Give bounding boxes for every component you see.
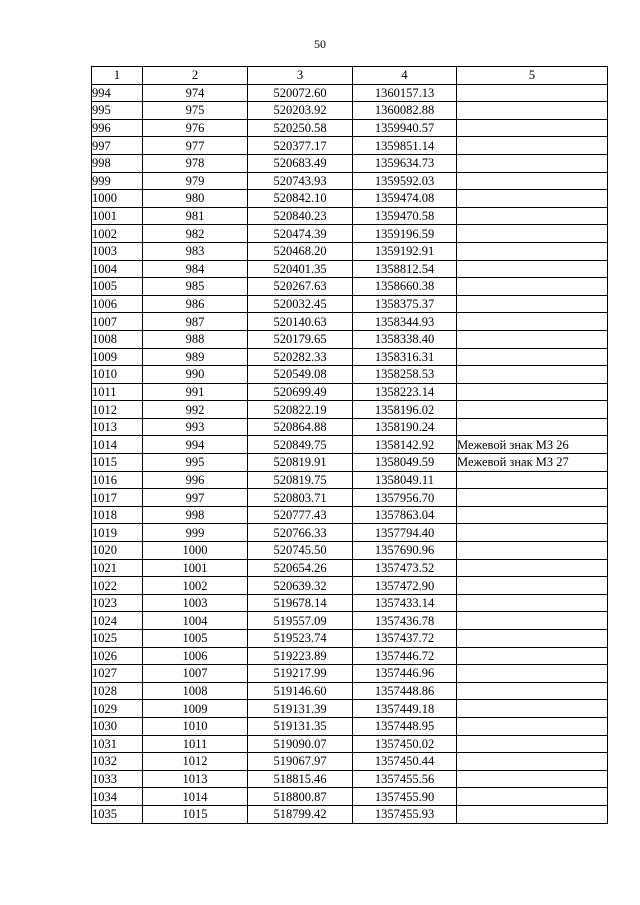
note-cell	[457, 260, 608, 278]
note-cell	[457, 770, 608, 788]
row-number-cell: 1035	[92, 805, 143, 823]
y-coordinate-cell: 1359592.03	[353, 172, 457, 190]
note-cell	[457, 313, 608, 331]
row-number-cell: 1016	[92, 471, 143, 489]
x-coordinate-cell: 520140.63	[248, 313, 353, 331]
header-col-1: 1	[92, 67, 143, 85]
table-row	[92, 295, 608, 313]
y-coordinate-cell: 1358344.93	[353, 313, 457, 331]
note-cell: Межевой знак МЗ 27	[457, 454, 608, 472]
table-row	[92, 330, 608, 348]
header-col-3: 3	[248, 67, 353, 85]
x-coordinate-cell: 520699.49	[248, 383, 353, 401]
x-coordinate-cell: 519090.07	[248, 735, 353, 753]
y-coordinate-cell: 1358049.59	[353, 454, 457, 472]
table-row	[92, 735, 608, 753]
table-row	[92, 137, 608, 155]
x-coordinate-cell: 520474.39	[248, 225, 353, 243]
point-number-cell: 983	[143, 242, 248, 260]
note-cell	[457, 225, 608, 243]
point-number-cell: 996	[143, 471, 248, 489]
table-row	[92, 770, 608, 788]
y-coordinate-cell: 1358196.02	[353, 401, 457, 419]
point-number-cell: 1007	[143, 665, 248, 683]
y-coordinate-cell: 1357446.96	[353, 665, 457, 683]
y-coordinate-cell: 1359851.14	[353, 137, 457, 155]
row-number-cell: 1007	[92, 313, 143, 331]
y-coordinate-cell: 1357956.70	[353, 489, 457, 507]
x-coordinate-cell: 520743.93	[248, 172, 353, 190]
table-row	[92, 471, 608, 489]
point-number-cell: 991	[143, 383, 248, 401]
row-number-cell: 1026	[92, 647, 143, 665]
table-row	[92, 190, 608, 208]
y-coordinate-cell: 1357433.14	[353, 594, 457, 612]
note-cell	[457, 84, 608, 102]
point-number-cell: 978	[143, 154, 248, 172]
x-coordinate-cell: 519523.74	[248, 630, 353, 648]
note-cell	[457, 401, 608, 419]
x-coordinate-cell: 520401.35	[248, 260, 353, 278]
table-row	[92, 242, 608, 260]
table-row	[92, 753, 608, 771]
x-coordinate-cell: 520849.75	[248, 436, 353, 454]
table-row	[92, 119, 608, 137]
row-number-cell: 1023	[92, 594, 143, 612]
table-row	[92, 225, 608, 243]
point-number-cell: 986	[143, 295, 248, 313]
row-number-cell: 1015	[92, 454, 143, 472]
y-coordinate-cell: 1358258.53	[353, 366, 457, 384]
table-row	[92, 489, 608, 507]
table-row	[92, 207, 608, 225]
note-cell	[457, 717, 608, 735]
point-number-cell: 1000	[143, 542, 248, 560]
y-coordinate-cell: 1359474.08	[353, 190, 457, 208]
table-row	[92, 805, 608, 823]
note-cell	[457, 242, 608, 260]
row-number-cell: 1020	[92, 542, 143, 560]
row-number-cell: 1030	[92, 717, 143, 735]
x-coordinate-cell: 520864.88	[248, 418, 353, 436]
y-coordinate-cell: 1358316.31	[353, 348, 457, 366]
point-number-cell: 977	[143, 137, 248, 155]
y-coordinate-cell: 1357448.86	[353, 682, 457, 700]
y-coordinate-cell: 1359196.59	[353, 225, 457, 243]
y-coordinate-cell: 1359634.73	[353, 154, 457, 172]
note-cell	[457, 137, 608, 155]
x-coordinate-cell: 520654.26	[248, 559, 353, 577]
point-number-cell: 1004	[143, 612, 248, 630]
point-number-cell: 989	[143, 348, 248, 366]
note-cell	[457, 119, 608, 137]
x-coordinate-cell: 520683.49	[248, 154, 353, 172]
x-coordinate-cell: 518800.87	[248, 788, 353, 806]
row-number-cell: 1018	[92, 506, 143, 524]
y-coordinate-cell: 1357472.90	[353, 577, 457, 595]
y-coordinate-cell: 1359470.58	[353, 207, 457, 225]
y-coordinate-cell: 1357450.44	[353, 753, 457, 771]
point-number-cell: 981	[143, 207, 248, 225]
x-coordinate-cell: 520819.75	[248, 471, 353, 489]
x-coordinate-cell: 520468.20	[248, 242, 353, 260]
note-cell	[457, 295, 608, 313]
x-coordinate-cell: 520745.50	[248, 542, 353, 560]
row-number-cell: 998	[92, 154, 143, 172]
row-number-cell: 1009	[92, 348, 143, 366]
x-coordinate-cell: 520639.32	[248, 577, 353, 595]
x-coordinate-cell: 519678.14	[248, 594, 353, 612]
y-coordinate-cell: 1357690.96	[353, 542, 457, 560]
x-coordinate-cell: 520766.33	[248, 524, 353, 542]
x-coordinate-cell: 520842.10	[248, 190, 353, 208]
point-number-cell: 999	[143, 524, 248, 542]
row-number-cell: 1028	[92, 682, 143, 700]
x-coordinate-cell: 520819.91	[248, 454, 353, 472]
note-cell	[457, 489, 608, 507]
header-col-5: 5	[457, 67, 608, 85]
table-row	[92, 102, 608, 120]
table-row	[92, 717, 608, 735]
y-coordinate-cell: 1357449.18	[353, 700, 457, 718]
note-cell	[457, 735, 608, 753]
point-number-cell: 988	[143, 330, 248, 348]
page-number: 50	[314, 37, 326, 51]
point-number-cell: 998	[143, 506, 248, 524]
x-coordinate-cell: 518815.46	[248, 770, 353, 788]
x-coordinate-cell: 519557.09	[248, 612, 353, 630]
point-number-cell: 1002	[143, 577, 248, 595]
point-number-cell: 1013	[143, 770, 248, 788]
y-coordinate-cell: 1360157.13	[353, 84, 457, 102]
table-row	[92, 154, 608, 172]
note-cell	[457, 506, 608, 524]
point-number-cell: 1008	[143, 682, 248, 700]
table-row	[92, 260, 608, 278]
row-number-cell: 1024	[92, 612, 143, 630]
y-coordinate-cell: 1358660.38	[353, 278, 457, 296]
note-cell	[457, 753, 608, 771]
x-coordinate-cell: 519131.39	[248, 700, 353, 718]
x-coordinate-cell: 519217.99	[248, 665, 353, 683]
y-coordinate-cell: 1359192.91	[353, 242, 457, 260]
row-number-cell: 997	[92, 137, 143, 155]
row-number-cell: 1004	[92, 260, 143, 278]
y-coordinate-cell: 1357450.02	[353, 735, 457, 753]
x-coordinate-cell: 520282.33	[248, 348, 353, 366]
note-cell: Межевой знак МЗ 26	[457, 436, 608, 454]
point-number-cell: 1001	[143, 559, 248, 577]
table-row	[92, 401, 608, 419]
point-number-cell: 980	[143, 190, 248, 208]
point-number-cell: 1011	[143, 735, 248, 753]
row-number-cell: 1027	[92, 665, 143, 683]
table-row	[92, 348, 608, 366]
table-row	[92, 524, 608, 542]
point-number-cell: 982	[143, 225, 248, 243]
row-number-cell: 1006	[92, 295, 143, 313]
y-coordinate-cell: 1357436.78	[353, 612, 457, 630]
x-coordinate-cell: 520803.71	[248, 489, 353, 507]
x-coordinate-cell: 519223.89	[248, 647, 353, 665]
point-number-cell: 979	[143, 172, 248, 190]
note-cell	[457, 612, 608, 630]
note-cell	[457, 647, 608, 665]
y-coordinate-cell: 1358812.54	[353, 260, 457, 278]
row-number-cell: 1010	[92, 366, 143, 384]
row-number-cell: 1029	[92, 700, 143, 718]
x-coordinate-cell: 520267.63	[248, 278, 353, 296]
row-number-cell: 994	[92, 84, 143, 102]
table-row	[92, 700, 608, 718]
x-coordinate-cell: 520377.17	[248, 137, 353, 155]
table-row	[92, 647, 608, 665]
y-coordinate-cell: 1357455.93	[353, 805, 457, 823]
table-row	[92, 436, 608, 454]
row-number-cell: 1008	[92, 330, 143, 348]
note-cell	[457, 348, 608, 366]
point-number-cell: 997	[143, 489, 248, 507]
note-cell	[457, 542, 608, 560]
note-cell	[457, 665, 608, 683]
point-number-cell: 987	[143, 313, 248, 331]
x-coordinate-cell: 519146.60	[248, 682, 353, 700]
table-row	[92, 84, 608, 102]
note-cell	[457, 172, 608, 190]
note-cell	[457, 154, 608, 172]
table-row	[92, 682, 608, 700]
y-coordinate-cell: 1358049.11	[353, 471, 457, 489]
row-number-cell: 1034	[92, 788, 143, 806]
table-row	[92, 542, 608, 560]
table-row	[92, 612, 608, 630]
note-cell	[457, 594, 608, 612]
table-row	[92, 366, 608, 384]
row-number-cell: 1000	[92, 190, 143, 208]
x-coordinate-cell: 520549.08	[248, 366, 353, 384]
x-coordinate-cell: 519131.35	[248, 717, 353, 735]
table-row	[92, 665, 608, 683]
row-number-cell: 1032	[92, 753, 143, 771]
table-header-row	[92, 67, 608, 85]
y-coordinate-cell: 1360082.88	[353, 102, 457, 120]
note-cell	[457, 577, 608, 595]
note-cell	[457, 805, 608, 823]
y-coordinate-cell: 1357448.95	[353, 717, 457, 735]
row-number-cell: 995	[92, 102, 143, 120]
point-number-cell: 974	[143, 84, 248, 102]
point-number-cell: 1005	[143, 630, 248, 648]
note-cell	[457, 682, 608, 700]
row-number-cell: 1011	[92, 383, 143, 401]
y-coordinate-cell: 1357437.72	[353, 630, 457, 648]
point-number-cell: 990	[143, 366, 248, 384]
row-number-cell: 1005	[92, 278, 143, 296]
point-number-cell: 994	[143, 436, 248, 454]
point-number-cell: 1006	[143, 647, 248, 665]
point-number-cell: 976	[143, 119, 248, 137]
note-cell	[457, 383, 608, 401]
note-cell	[457, 330, 608, 348]
table-row	[92, 788, 608, 806]
row-number-cell: 1025	[92, 630, 143, 648]
row-number-cell: 1017	[92, 489, 143, 507]
y-coordinate-cell: 1358338.40	[353, 330, 457, 348]
note-cell	[457, 102, 608, 120]
x-coordinate-cell: 520203.92	[248, 102, 353, 120]
x-coordinate-cell: 520840.23	[248, 207, 353, 225]
y-coordinate-cell: 1359940.57	[353, 119, 457, 137]
table-row	[92, 506, 608, 524]
point-number-cell: 1003	[143, 594, 248, 612]
y-coordinate-cell: 1357794.40	[353, 524, 457, 542]
header-col-4: 4	[353, 67, 457, 85]
note-cell	[457, 190, 608, 208]
table-row	[92, 630, 608, 648]
point-number-cell: 1010	[143, 717, 248, 735]
table-row	[92, 418, 608, 436]
note-cell	[457, 366, 608, 384]
y-coordinate-cell: 1358223.14	[353, 383, 457, 401]
table-row	[92, 313, 608, 331]
note-cell	[457, 471, 608, 489]
point-number-cell: 992	[143, 401, 248, 419]
note-cell	[457, 788, 608, 806]
coordinates-table	[91, 66, 608, 824]
point-number-cell: 1015	[143, 805, 248, 823]
y-coordinate-cell: 1358142.92	[353, 436, 457, 454]
note-cell	[457, 524, 608, 542]
note-cell	[457, 559, 608, 577]
row-number-cell: 1012	[92, 401, 143, 419]
y-coordinate-cell: 1358375.37	[353, 295, 457, 313]
point-number-cell: 985	[143, 278, 248, 296]
point-number-cell: 1009	[143, 700, 248, 718]
table-row	[92, 594, 608, 612]
y-coordinate-cell: 1357446.72	[353, 647, 457, 665]
x-coordinate-cell: 520822.19	[248, 401, 353, 419]
header-col-2: 2	[143, 67, 248, 85]
y-coordinate-cell: 1357473.52	[353, 559, 457, 577]
x-coordinate-cell: 519067.97	[248, 753, 353, 771]
table-row	[92, 454, 608, 472]
y-coordinate-cell: 1357455.90	[353, 788, 457, 806]
x-coordinate-cell: 520072.60	[248, 84, 353, 102]
point-number-cell: 995	[143, 454, 248, 472]
y-coordinate-cell: 1357863.04	[353, 506, 457, 524]
y-coordinate-cell: 1358190.24	[353, 418, 457, 436]
row-number-cell: 999	[92, 172, 143, 190]
table-row	[92, 559, 608, 577]
table-row	[92, 278, 608, 296]
x-coordinate-cell: 518799.42	[248, 805, 353, 823]
row-number-cell: 1001	[92, 207, 143, 225]
x-coordinate-cell: 520250.58	[248, 119, 353, 137]
row-number-cell: 1014	[92, 436, 143, 454]
table-body	[92, 84, 608, 823]
point-number-cell: 993	[143, 418, 248, 436]
row-number-cell: 1013	[92, 418, 143, 436]
row-number-cell: 1003	[92, 242, 143, 260]
note-cell	[457, 207, 608, 225]
row-number-cell: 1021	[92, 559, 143, 577]
point-number-cell: 975	[143, 102, 248, 120]
row-number-cell: 996	[92, 119, 143, 137]
point-number-cell: 984	[143, 260, 248, 278]
table-row	[92, 172, 608, 190]
row-number-cell: 1031	[92, 735, 143, 753]
note-cell	[457, 630, 608, 648]
row-number-cell: 1022	[92, 577, 143, 595]
point-number-cell: 1012	[143, 753, 248, 771]
note-cell	[457, 278, 608, 296]
table-row	[92, 383, 608, 401]
note-cell	[457, 700, 608, 718]
note-cell	[457, 418, 608, 436]
row-number-cell: 1019	[92, 524, 143, 542]
x-coordinate-cell: 520777.43	[248, 506, 353, 524]
row-number-cell: 1033	[92, 770, 143, 788]
x-coordinate-cell: 520179.65	[248, 330, 353, 348]
x-coordinate-cell: 520032.45	[248, 295, 353, 313]
y-coordinate-cell: 1357455.56	[353, 770, 457, 788]
table-row	[92, 577, 608, 595]
row-number-cell: 1002	[92, 225, 143, 243]
point-number-cell: 1014	[143, 788, 248, 806]
